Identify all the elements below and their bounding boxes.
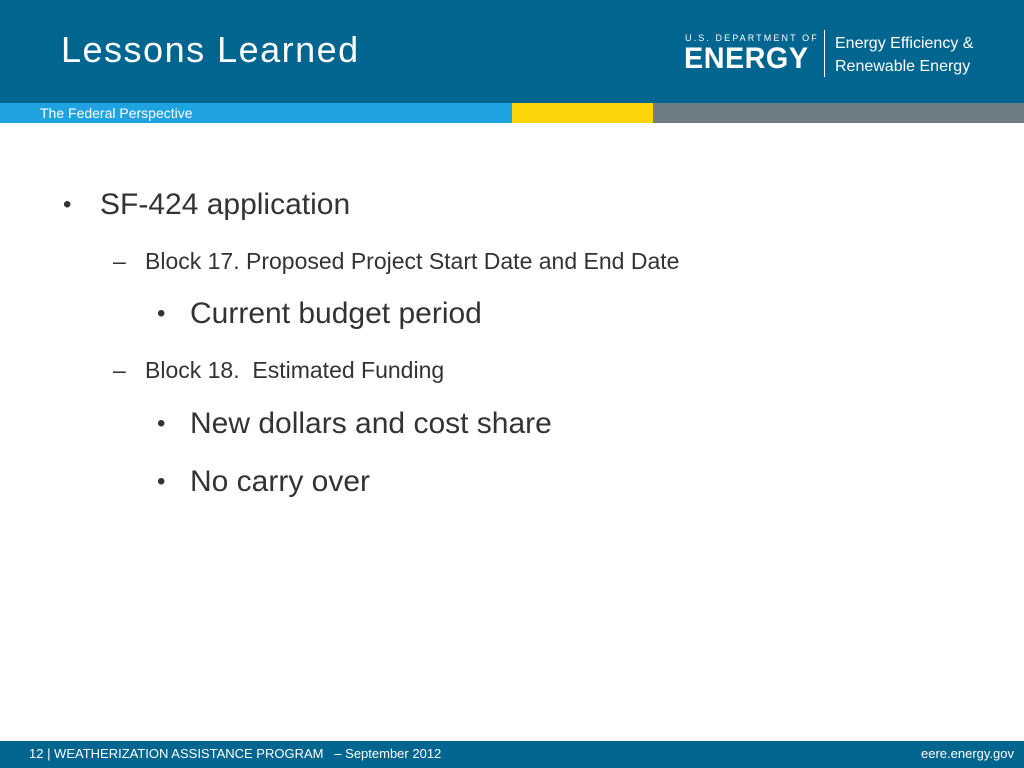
bullet-item-level-1 xyxy=(0,186,1000,228)
bullet-text: Block 18. Estimated Funding xyxy=(145,357,445,383)
bullet-icon: • xyxy=(157,300,166,327)
bullet-item-level-3 xyxy=(0,405,1000,447)
bullet-icon: • xyxy=(157,410,166,437)
bullet-item-level-3 xyxy=(0,295,1000,337)
footer-website: eere.energy.gov xyxy=(921,746,1014,761)
bullet-text: Block 17. Proposed Project Start Date and End Date xyxy=(145,248,680,274)
bullet-text: Current budget period xyxy=(190,297,482,330)
logo-office-line-1: Energy Efficiency & xyxy=(835,35,974,52)
slide-footer xyxy=(0,741,1024,768)
bullet-item-level-2 xyxy=(0,246,1000,281)
bullet-icon: • xyxy=(63,191,72,218)
bullet-item-level-3 xyxy=(0,463,1000,505)
logo-office-line-2: Renewable Energy xyxy=(835,58,971,75)
bullet-icon: • xyxy=(157,468,166,495)
bullet-item-level-2 xyxy=(0,355,1000,390)
slide-title: Lessons Learned xyxy=(61,29,360,70)
bullet-text: No carry over xyxy=(190,465,371,498)
logo-energy-text: ENERGY xyxy=(684,42,809,75)
logo-department-text: U.S. DEPARTMENT OF xyxy=(685,33,819,43)
dash-bullet-icon: – xyxy=(113,357,126,383)
bullet-text: New dollars and cost share xyxy=(190,407,552,440)
dash-bullet-icon: – xyxy=(113,248,126,274)
bullet-text: SF-424 application xyxy=(100,188,351,221)
footer-page-info: 12 | WEATHERIZATION ASSISTANCE PROGRAM – September 2012 xyxy=(29,746,442,761)
slide-subtitle: The Federal Perspective xyxy=(40,105,193,121)
